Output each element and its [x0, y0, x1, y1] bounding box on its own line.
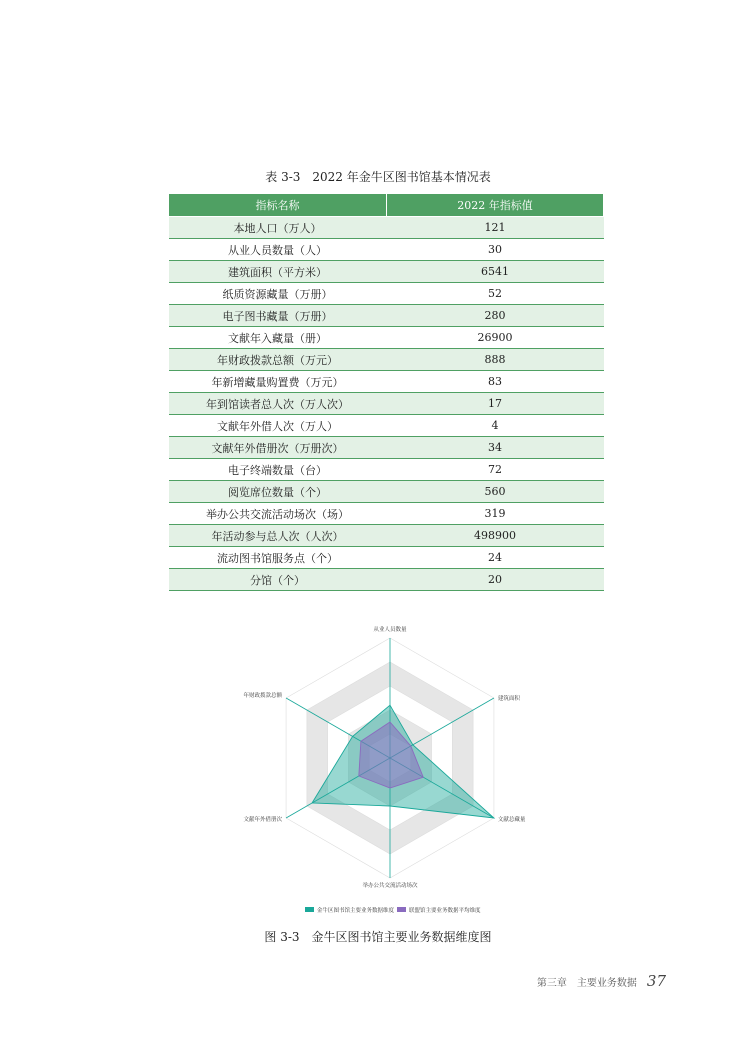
page-number: 37: [646, 972, 666, 990]
radar-axis-label: 文献总藏量: [497, 817, 526, 823]
page-footer: [537, 972, 666, 990]
indicator-name-cell: 年新增藏量购置费（万元）: [169, 371, 387, 393]
radar-axis-label: 从业人员数量: [373, 627, 407, 633]
indicator-name-cell: 电子终端数量（台）: [169, 459, 387, 481]
table-row: [169, 283, 604, 305]
indicator-name-cell: 流动图书馆服务点（个）: [169, 547, 387, 569]
chapter-label: 第三章 主要业务数据: [536, 978, 637, 989]
legend-label: 金牛区图书馆主要业务数据维度: [317, 908, 395, 914]
table-row: [169, 459, 604, 481]
radar-axis-label: 举办公共交流活动场次: [362, 883, 418, 889]
indicator-name-cell: 年活动参与总人次（人次）: [169, 525, 387, 547]
table-row: [169, 239, 604, 261]
indicator-value-cell: 20: [387, 569, 604, 591]
radar-axis-label: 文献年外借册次: [243, 817, 283, 823]
indicator-value-cell: 280: [387, 305, 604, 327]
indicator-name-cell: 电子图书藏量（万册）: [169, 305, 387, 327]
legend-swatch: [397, 907, 406, 912]
indicator-value-cell: 121: [387, 217, 604, 239]
table-row: [169, 261, 604, 283]
indicator-name-cell: 分馆（个）: [169, 569, 387, 591]
legend-swatch: [305, 907, 314, 912]
indicator-value-cell: 34: [387, 437, 604, 459]
legend-label: 联盟馆主要业务数据平均维度: [409, 908, 481, 914]
indicator-value-cell: 560: [387, 481, 604, 503]
table-title: 表 3-3 2022 年金牛区图书馆基本情况表: [265, 170, 491, 184]
indicator-value-cell: 52: [387, 283, 604, 305]
indicator-value-cell: 6541: [387, 261, 604, 283]
table-row: [169, 371, 604, 393]
indicator-value-cell: 30: [387, 239, 604, 261]
header-indicator-name: 指标名称: [169, 194, 387, 217]
indicator-name-cell: 年财政拨款总额（万元）: [169, 349, 387, 371]
indicator-name-cell: 文献年入藏量（册）: [169, 327, 387, 349]
table-row: [169, 481, 604, 503]
table-row: [169, 349, 604, 371]
table-row: [169, 569, 604, 591]
table-row: [169, 437, 604, 459]
indicator-value-cell: 17: [387, 393, 604, 415]
indicator-value-cell: 888: [387, 349, 604, 371]
stats-table: [168, 193, 604, 591]
table-header-row: [169, 194, 604, 217]
table-body: [169, 217, 604, 591]
indicator-value-cell: 72: [387, 459, 604, 481]
indicator-value-cell: 83: [387, 371, 604, 393]
indicator-name-cell: 阅览席位数量（个）: [169, 481, 387, 503]
table-row: [169, 393, 604, 415]
table-row: [169, 415, 604, 437]
indicator-name-cell: 建筑面积（平方米）: [169, 261, 387, 283]
indicator-name-cell: 从业人员数量（人）: [169, 239, 387, 261]
table-row: [169, 305, 604, 327]
table-row: [169, 503, 604, 525]
radar-axis-label: 年财政拨款总额: [243, 693, 283, 699]
indicator-name-cell: 文献年外借人次（万人）: [169, 415, 387, 437]
header-indicator-value: 2022 年指标值: [387, 194, 604, 217]
figure-caption: 图 3-3 金牛区图书馆主要业务数据维度图: [264, 930, 492, 944]
indicator-value-cell: 24: [387, 547, 604, 569]
indicator-name-cell: 文献年外借册次（万册次）: [169, 437, 387, 459]
table-row: [169, 525, 604, 547]
table-row: [169, 547, 604, 569]
table-row: [169, 217, 604, 239]
indicator-value-cell: 498900: [387, 525, 604, 547]
radar-chart: [200, 618, 580, 918]
indicator-name-cell: 举办公共交流活动场次（场）: [169, 503, 387, 525]
radar-axis-label: 建筑面积: [497, 696, 520, 702]
indicator-value-cell: 319: [387, 503, 604, 525]
indicator-name-cell: 纸质资源藏量（万册）: [169, 283, 387, 305]
indicator-value-cell: 4: [387, 415, 604, 437]
indicator-name-cell: 本地人口（万人）: [169, 217, 387, 239]
indicator-name-cell: 年到馆读者总人次（万人次）: [169, 393, 387, 415]
indicator-value-cell: 26900: [387, 327, 604, 349]
table-row: [169, 327, 604, 349]
